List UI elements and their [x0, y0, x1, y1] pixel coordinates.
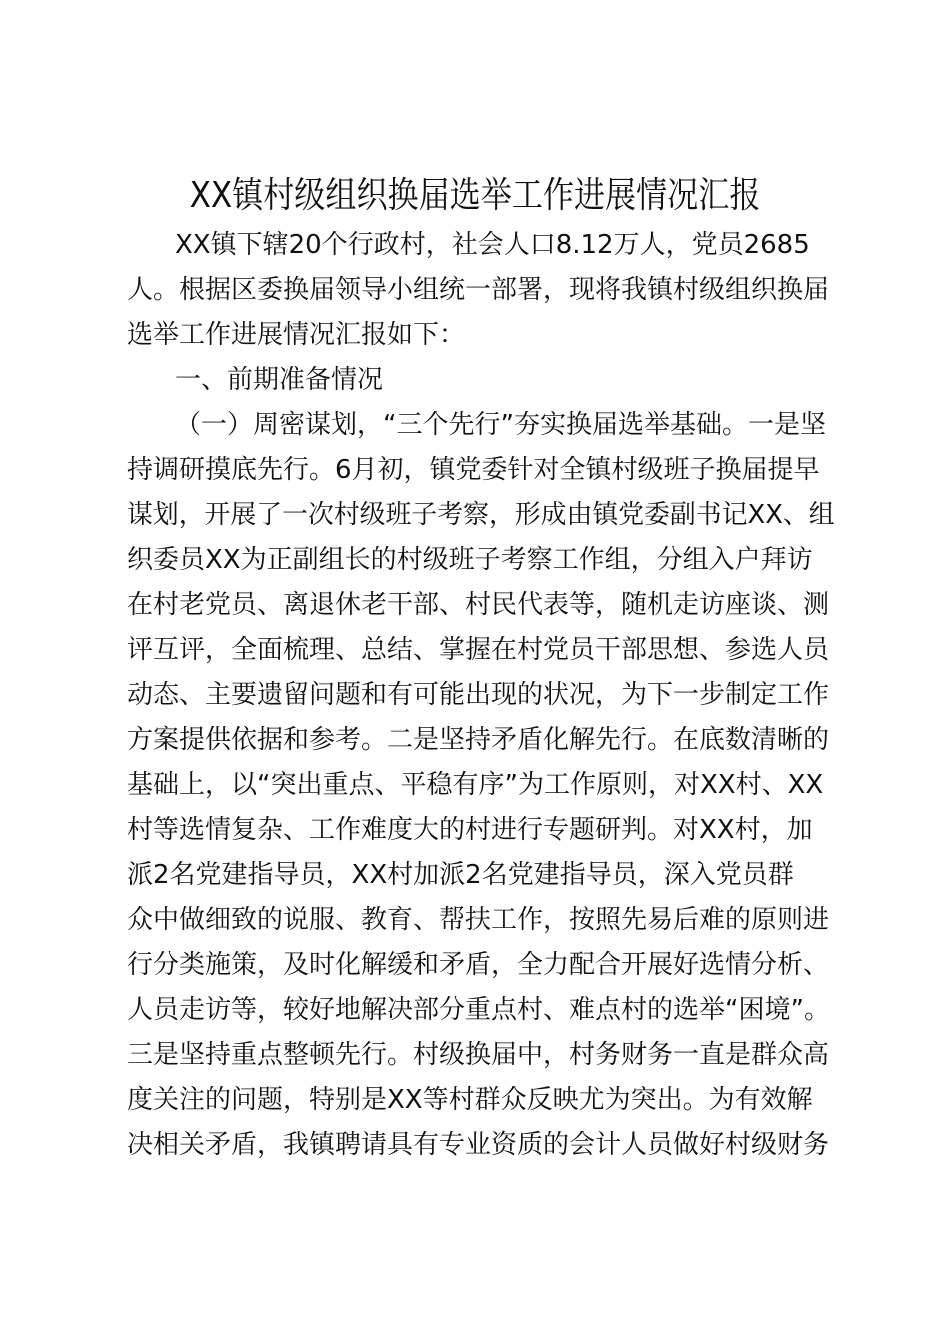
paragraph-line: XX镇下辖20个行政村，社会人口8.12万人，党员2685 — [175, 230, 810, 260]
paragraph-line: 基础上，以“突出重点、平稳有序”为工作原则，对XX村、XX — [127, 770, 824, 800]
paragraph-line: 度关注的问题，特别是XX等村群众反映尤为突出。为有效解 — [127, 1085, 813, 1115]
paragraph-line: 持调研摸底先行。6月初，镇党委针对全镇村级班子换届提早 — [127, 455, 820, 485]
paragraph-line: 人员走访等，较好地解决部分重点村、难点村的选举“困境”。 — [127, 995, 830, 1025]
paragraph-line: 决相关矛盾，我镇聘请具有专业资质的会计人员做好村级财务 — [127, 1130, 830, 1160]
paragraph-line: 派2名党建指导员，XX村加派2名党建指导员，深入党员群 — [127, 860, 794, 890]
paragraph-line: 人。根据区委换届领导小组统一部署，现将我镇村级组织换届 — [127, 275, 830, 305]
paragraph-line: 谋划，开展了一次村级班子考察，形成由镇党委副书记XX、组 — [127, 500, 835, 530]
paragraph-line: 动态、主要遗留问题和有可能出现的状况，为下一步制定工作 — [127, 680, 830, 710]
section-heading: 一、前期准备情况 — [175, 365, 384, 395]
paragraph-line: 众中做细致的说服、教育、帮扶工作，按照先易后难的原则进 — [127, 905, 830, 935]
paragraph-line: 评互评，全面梳理、总结、掌握在村党员干部思想、参选人员 — [127, 635, 830, 665]
paragraph-line: 三是坚持重点整顿先行。村级换届中，村务财务一直是群众高 — [127, 1040, 830, 1070]
paragraph-line: 行分类施策，及时化解缓和矛盾，全力配合开展好选情分析、 — [127, 950, 830, 980]
paragraph-line: （一）周密谋划，“三个先行”夯实换届选举基础。一是坚 — [175, 410, 826, 440]
paragraph-line: 村等选情复杂、工作难度大的村进行专题研判。对XX村，加 — [127, 815, 813, 845]
paragraph-line: 选举工作进展情况汇报如下： — [127, 320, 466, 350]
document-title: XX镇村级组织换届选举工作进展情况汇报 — [189, 175, 761, 216]
paragraph-line: 在村老党员、离退休老干部、村民代表等，随机走访座谈、测 — [127, 590, 830, 620]
paragraph-line: 方案提供依据和参考。二是坚持矛盾化解先行。在底数清晰的 — [127, 725, 830, 755]
paragraph-line: 织委员XX为正副组长的村级班子考察工作组，分组入户拜访 — [127, 545, 813, 575]
